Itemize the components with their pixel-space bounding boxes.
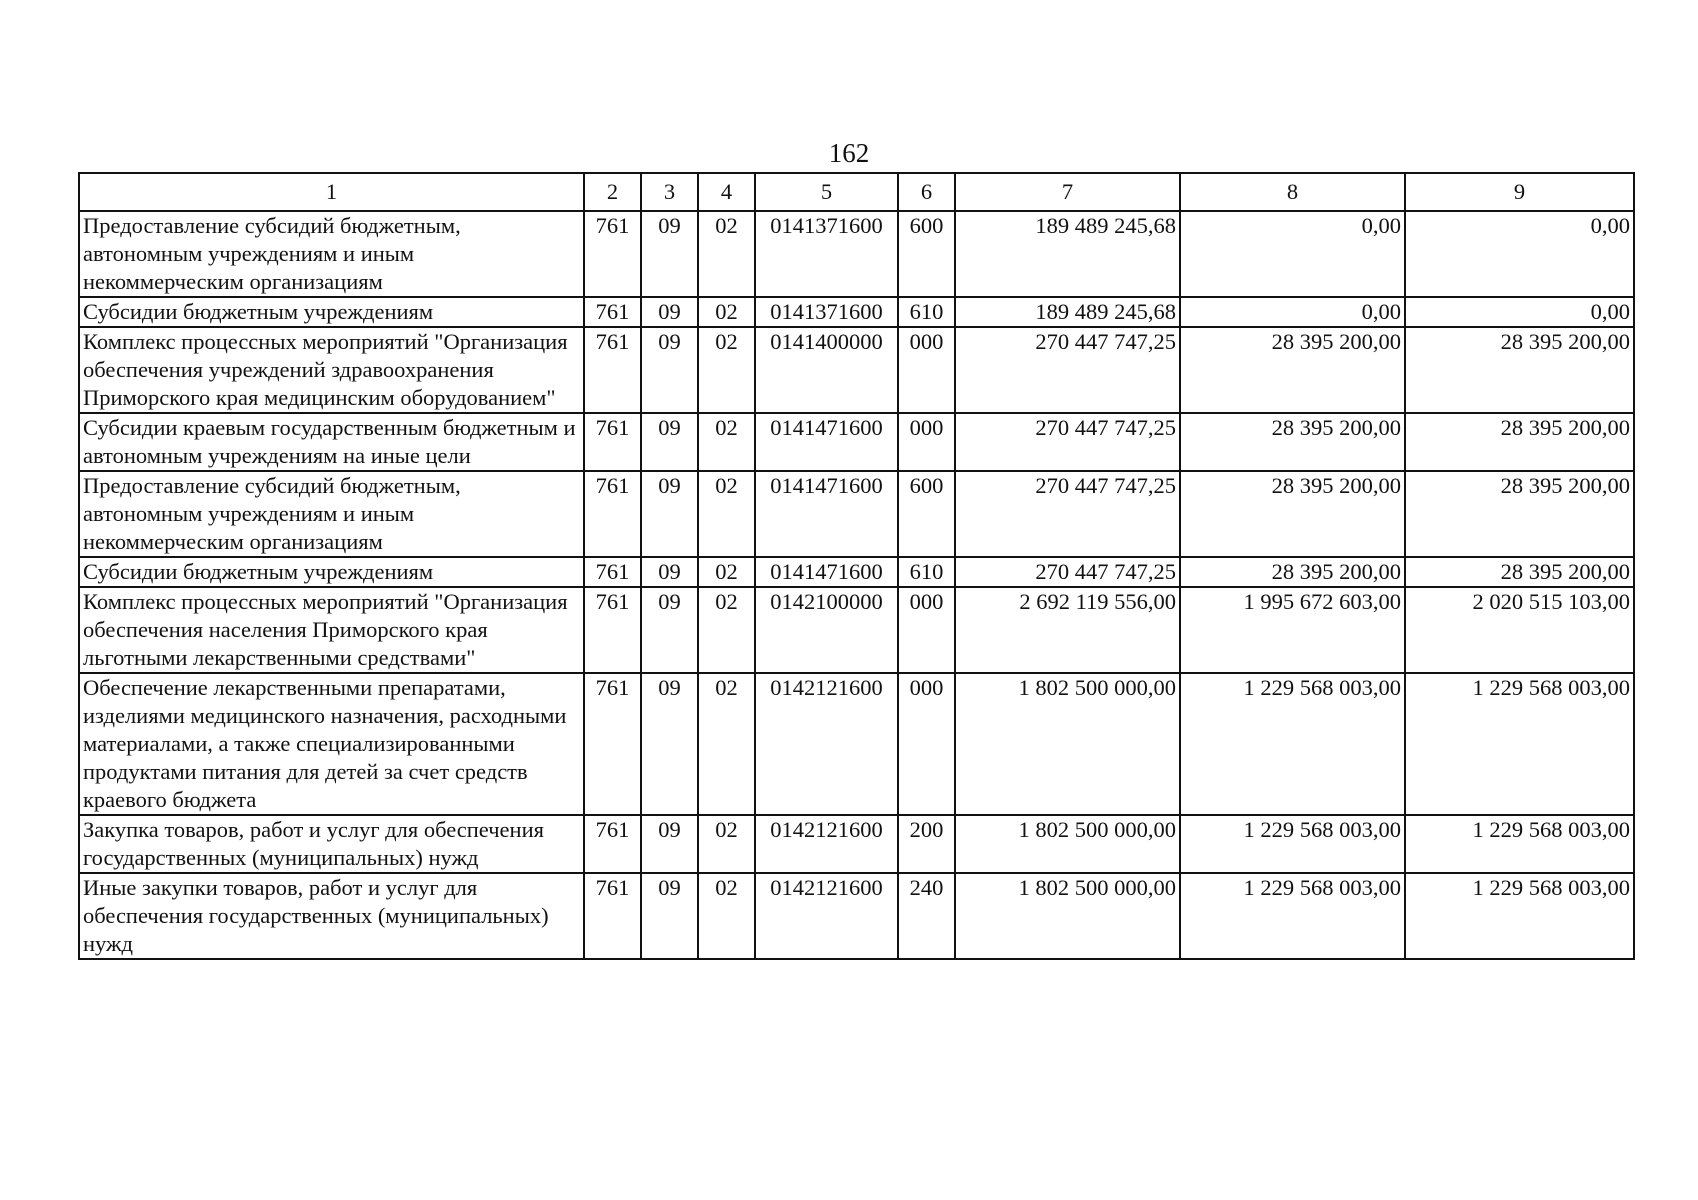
table-row xyxy=(79,211,1634,297)
row-name: Комплекс процессных мероприятий "Организация обеспечения учреждений здравоохранения Приморского края медицинским оборудованием" xyxy=(79,327,584,413)
row-amount-col8-value: 28 395 200,00 xyxy=(1271,473,1401,498)
row-amount-col9 xyxy=(1405,673,1634,815)
row-section-code: 09 xyxy=(641,327,698,413)
row-amount-col9 xyxy=(1405,211,1634,297)
row-amount-col7-value: 270 447 747,25 xyxy=(1035,473,1176,498)
budget-table xyxy=(78,172,1635,960)
row-amount-col9-value: 0,00 xyxy=(1590,299,1630,324)
row-expense-type-code: 200 xyxy=(898,815,955,873)
row-amount-col7-value: 1 802 500 000,00 xyxy=(1018,817,1176,842)
row-name: Закупка товаров, работ и услуг для обеспечения государственных (муниципальных) нужд xyxy=(79,815,584,873)
row-section-code: 09 xyxy=(641,297,698,327)
row-name: Предоставление субсидий бюджетным, автономным учреждениям и иным некоммерческим организациям xyxy=(79,471,584,557)
row-amount-col8 xyxy=(1180,873,1405,959)
row-name: Иные закупки товаров, работ и услуг для обеспечения государственных (муниципальных) нужд xyxy=(79,873,584,959)
row-amount-col8 xyxy=(1180,471,1405,557)
row-amount-col7 xyxy=(955,815,1180,873)
row-target-code: 0142121600 xyxy=(755,815,898,873)
row-amount-col7-value: 1 802 500 000,00 xyxy=(1018,875,1176,900)
row-amount-col7 xyxy=(955,211,1180,297)
row-amount-col7-value: 270 447 747,25 xyxy=(1035,559,1176,584)
header-col-3: 3 xyxy=(641,173,698,211)
row-subsection-code: 02 xyxy=(698,873,755,959)
row-target-code: 0142121600 xyxy=(755,673,898,815)
row-subsection-code: 02 xyxy=(698,211,755,297)
row-amount-col9-value: 2 020 515 103,00 xyxy=(1472,589,1630,614)
row-expense-type-code: 000 xyxy=(898,673,955,815)
row-target-code: 0141371600 xyxy=(755,297,898,327)
row-subsection-code: 02 xyxy=(698,471,755,557)
row-expense-type-code: 610 xyxy=(898,557,955,587)
header-col-2: 2 xyxy=(584,173,641,211)
table-body xyxy=(79,211,1634,959)
row-ministry-code: 761 xyxy=(584,471,641,557)
row-amount-col9 xyxy=(1405,557,1634,587)
row-expense-type-code: 000 xyxy=(898,327,955,413)
row-amount-col9-value: 1 229 568 003,00 xyxy=(1472,817,1630,842)
row-amount-col7 xyxy=(955,327,1180,413)
row-amount-col9 xyxy=(1405,297,1634,327)
row-amount-col7 xyxy=(955,557,1180,587)
row-amount-col8 xyxy=(1180,557,1405,587)
row-amount-col7 xyxy=(955,673,1180,815)
header-row xyxy=(79,173,1634,211)
header-col-7: 7 xyxy=(955,173,1180,211)
row-target-code: 0141471600 xyxy=(755,413,898,471)
table-row xyxy=(79,873,1634,959)
row-subsection-code: 02 xyxy=(698,297,755,327)
row-amount-col7 xyxy=(955,413,1180,471)
row-amount-col8-value: 28 395 200,00 xyxy=(1271,559,1401,584)
row-amount-col8 xyxy=(1180,211,1405,297)
row-amount-col9-value: 1 229 568 003,00 xyxy=(1472,675,1630,700)
row-amount-col8-value: 1 229 568 003,00 xyxy=(1243,875,1401,900)
row-target-code: 0142100000 xyxy=(755,587,898,673)
table-row xyxy=(79,297,1634,327)
row-amount-col9 xyxy=(1405,873,1634,959)
row-amount-col9 xyxy=(1405,587,1634,673)
row-amount-col9 xyxy=(1405,327,1634,413)
row-ministry-code: 761 xyxy=(584,815,641,873)
row-expense-type-code: 000 xyxy=(898,413,955,471)
row-ministry-code: 761 xyxy=(584,873,641,959)
row-amount-col8-value: 0,00 xyxy=(1361,299,1401,324)
row-amount-col7-value: 189 489 245,68 xyxy=(1035,299,1176,324)
row-section-code: 09 xyxy=(641,873,698,959)
row-section-code: 09 xyxy=(641,413,698,471)
row-section-code: 09 xyxy=(641,587,698,673)
table-row xyxy=(79,413,1634,471)
row-target-code: 0142121600 xyxy=(755,873,898,959)
row-amount-col8-value: 1 995 672 603,00 xyxy=(1243,589,1401,614)
row-subsection-code: 02 xyxy=(698,587,755,673)
header-col-9: 9 xyxy=(1405,173,1634,211)
row-name: Субсидии бюджетным учреждениям xyxy=(79,297,584,327)
row-amount-col9 xyxy=(1405,413,1634,471)
row-subsection-code: 02 xyxy=(698,413,755,471)
row-name: Предоставление субсидий бюджетным, автономным учреждениям и иным некоммерческим организациям xyxy=(79,211,584,297)
row-amount-col7-value: 270 447 747,25 xyxy=(1035,415,1176,440)
header-col-8: 8 xyxy=(1180,173,1405,211)
row-expense-type-code: 600 xyxy=(898,211,955,297)
row-amount-col8-value: 1 229 568 003,00 xyxy=(1243,675,1401,700)
table-row xyxy=(79,471,1634,557)
row-subsection-code: 02 xyxy=(698,815,755,873)
row-section-code: 09 xyxy=(641,211,698,297)
row-ministry-code: 761 xyxy=(584,297,641,327)
page-number: 162 xyxy=(828,138,870,168)
row-expense-type-code: 240 xyxy=(898,873,955,959)
row-section-code: 09 xyxy=(641,557,698,587)
row-subsection-code: 02 xyxy=(698,327,755,413)
row-ministry-code: 761 xyxy=(584,557,641,587)
row-name: Комплекс процессных мероприятий "Организация обеспечения населения Приморского края льготными лекарственными средствами" xyxy=(79,587,584,673)
row-amount-col8 xyxy=(1180,327,1405,413)
row-amount-col9-value: 28 395 200,00 xyxy=(1500,559,1630,584)
row-amount-col7-value: 270 447 747,25 xyxy=(1035,329,1176,354)
row-amount-col7 xyxy=(955,873,1180,959)
table-row xyxy=(79,673,1634,815)
row-name: Субсидии краевым государственным бюджетным и автономным учреждениям на иные цели xyxy=(79,413,584,471)
row-amount-col8 xyxy=(1180,413,1405,471)
row-amount-col9-value: 28 395 200,00 xyxy=(1500,473,1630,498)
row-subsection-code: 02 xyxy=(698,673,755,815)
row-amount-col8-value: 28 395 200,00 xyxy=(1271,329,1401,354)
row-name: Обеспечение лекарственными препаратами, изделиями медицинского назначения, расходными материалами, а также специализированными продуктами питания для детей за счет средств краевого бюджета xyxy=(79,673,584,815)
table-row xyxy=(79,815,1634,873)
row-amount-col8 xyxy=(1180,815,1405,873)
row-subsection-code: 02 xyxy=(698,557,755,587)
row-ministry-code: 761 xyxy=(584,413,641,471)
row-amount-col8-value: 28 395 200,00 xyxy=(1271,415,1401,440)
row-amount-col7 xyxy=(955,471,1180,557)
table-row xyxy=(79,327,1634,413)
row-expense-type-code: 600 xyxy=(898,471,955,557)
table-row xyxy=(79,557,1634,587)
row-target-code: 0141471600 xyxy=(755,557,898,587)
row-amount-col7 xyxy=(955,297,1180,327)
row-expense-type-code: 000 xyxy=(898,587,955,673)
row-amount-col9 xyxy=(1405,471,1634,557)
header-col-5: 5 xyxy=(755,173,898,211)
table-row xyxy=(79,587,1634,673)
row-target-code: 0141400000 xyxy=(755,327,898,413)
row-amount-col9 xyxy=(1405,815,1634,873)
row-amount-col7-value: 189 489 245,68 xyxy=(1035,213,1176,238)
header-col-1: 1 xyxy=(79,173,584,211)
row-ministry-code: 761 xyxy=(584,673,641,815)
row-ministry-code: 761 xyxy=(584,587,641,673)
row-section-code: 09 xyxy=(641,471,698,557)
row-ministry-code: 761 xyxy=(584,327,641,413)
row-amount-col8 xyxy=(1180,297,1405,327)
row-amount-col9-value: 28 395 200,00 xyxy=(1500,415,1630,440)
row-expense-type-code: 610 xyxy=(898,297,955,327)
header-col-4: 4 xyxy=(698,173,755,211)
header-col-6: 6 xyxy=(898,173,955,211)
row-target-code: 0141471600 xyxy=(755,471,898,557)
row-amount-col8 xyxy=(1180,587,1405,673)
row-amount-col7-value: 2 692 119 556,00 xyxy=(1019,589,1176,614)
row-amount-col7 xyxy=(955,587,1180,673)
row-amount-col9-value: 0,00 xyxy=(1590,213,1630,238)
row-amount-col7-value: 1 802 500 000,00 xyxy=(1018,675,1176,700)
row-amount-col8-value: 1 229 568 003,00 xyxy=(1243,817,1401,842)
row-amount-col9-value: 28 395 200,00 xyxy=(1500,329,1630,354)
row-amount-col9-value: 1 229 568 003,00 xyxy=(1472,875,1630,900)
row-section-code: 09 xyxy=(641,673,698,815)
row-section-code: 09 xyxy=(641,815,698,873)
row-ministry-code: 761 xyxy=(584,211,641,297)
row-name: Субсидии бюджетным учреждениям xyxy=(79,557,584,587)
row-amount-col8-value: 0,00 xyxy=(1361,213,1401,238)
row-amount-col8 xyxy=(1180,673,1405,815)
row-target-code: 0141371600 xyxy=(755,211,898,297)
